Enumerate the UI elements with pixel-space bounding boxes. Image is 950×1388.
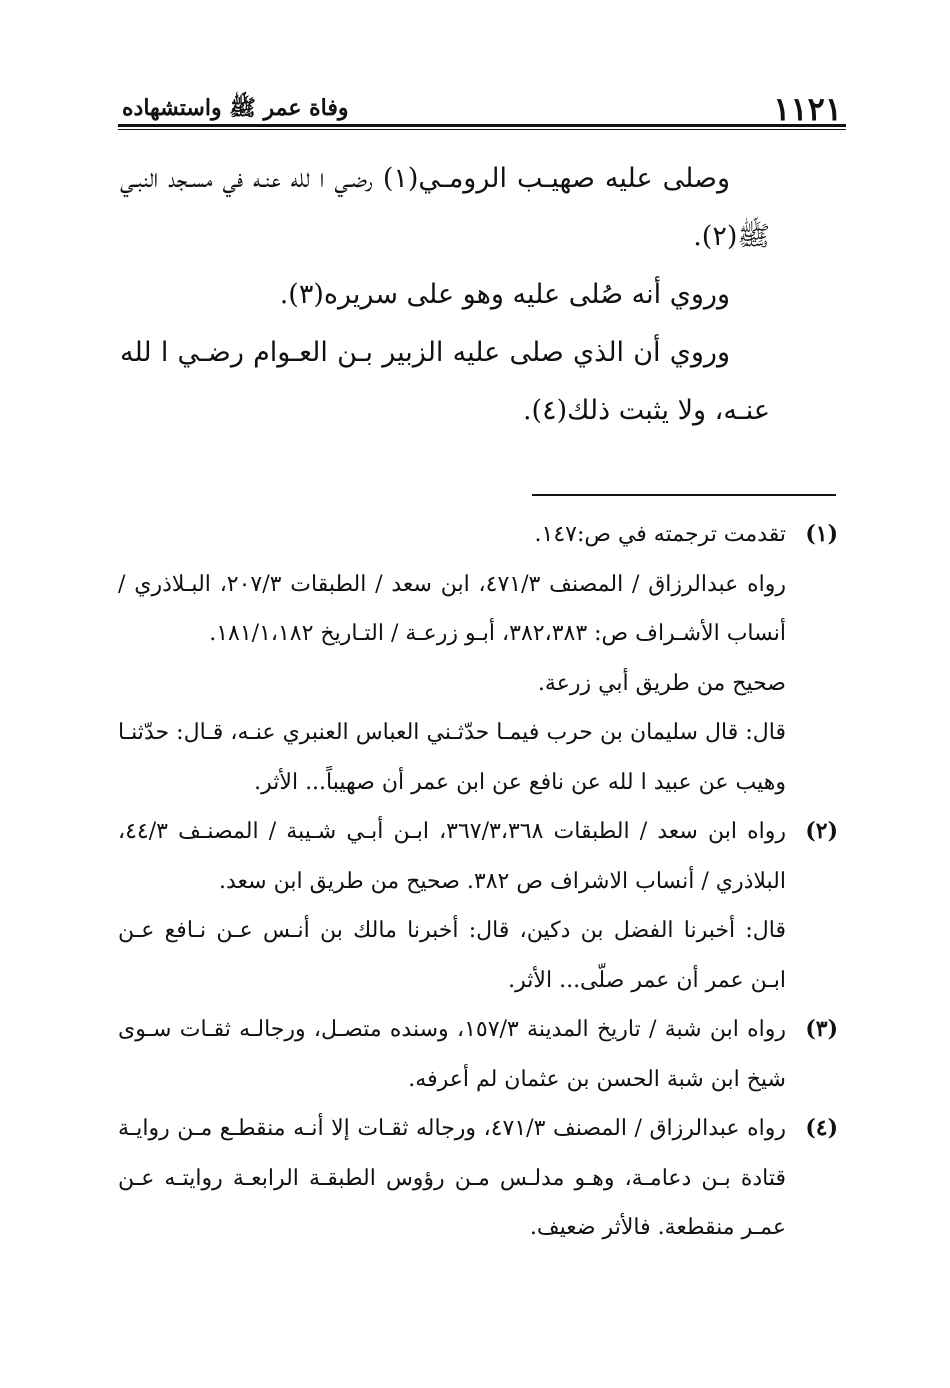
footnote-line: رواه ابن سعد / الطبقات ٣٦٧/٣،٣٦٨، ابـن أبـي شـيبة / المصنـف ٤٤/٣، البلاذري / أنساب الاشراف ص ٣٨٢. صحيح من طريق ابن سعد. (118, 819, 786, 894)
footnote-2 (118, 807, 838, 1005)
footnote-line: رواه عبدالرزاق / المصنف ٤٧١/٣، ابن سعد / الطبقات ٢٠٧/٣، البـلاذري / أنساب الأشـراف ص: ٣٨٢،٣٨٣، أبـو زرعـة / التـاريخ ١٨١/١،١٨٢. (118, 571, 786, 646)
page-header (118, 86, 846, 130)
footnote-4 (118, 1104, 838, 1253)
footnote-separator (532, 494, 836, 496)
footnote-number: (٣) (805, 1016, 838, 1042)
footnote-line: قال: قال سليمان بن حرب فيمـا حدّثـني العباس العنبري عنـه، قـال: حدّثنـا وهيب عن عبيد ا لله عن نافع عن ابن عمر أن صهيباً... الأثر. (118, 720, 786, 795)
running-title: وفاة عمر ﷺ واستشهاده (122, 95, 349, 121)
footnote-number: (٢) (805, 818, 838, 844)
body-paragraph: وروي أنه صُلى عليه وهو على سريره(٣). (279, 279, 730, 310)
header-rule (118, 124, 846, 130)
footnote-line: تقدمت ترجمته في ص:١٤٧. (534, 522, 786, 547)
footnotes (118, 510, 838, 1253)
footnote-line: رواه عبدالرزاق / المصنف ٤٧١/٣، ورجاله ثقـات إلا أنـه منقطـع مـن روايـة قتادة بـن دعامـة، وهـو مدلـس مـن رؤوس الطبقـة الرابعـة روايتـه عـن عمـر منقطعة. فالأثر ضعيف. (118, 1116, 786, 1240)
footnote-line: قال: أخبرنا الفضل بن دكين، قال: أخبرنا مالك بن أنـس عـن نـافع عـن ابـن عمر أن عمر صلّى... الأثر. (118, 918, 786, 993)
footnote-line: صحيح من طريق أبي زرعة. (537, 670, 786, 696)
footnote-number: (١) (805, 521, 838, 547)
footnote-3 (118, 1005, 838, 1104)
main-text (120, 150, 770, 440)
body-paragraph: وصلى عليه صهيـب الرومـي(١) رضـي ا لله عنـه في مسـجد النبـي ﷺ(٢). (120, 163, 770, 252)
footnote-number: (٤) (805, 1115, 838, 1141)
footnote-line: رواه ابن شبة / تاريخ المدينة ١٥٧/٣، وسنده متصـل، ورجالـه ثقـات سـوى شيخ ابن شبة الحسن بن عثمان لم أعرفه. (118, 1017, 786, 1092)
footnote-1 (118, 510, 838, 807)
page-number: ١١٢١ (773, 90, 842, 128)
body-paragraph: وروي أن الذي صلى عليه الزبير بـن العـوام رضـي ا لله عنـه، ولا يثبت ذلك(٤). (120, 337, 770, 426)
